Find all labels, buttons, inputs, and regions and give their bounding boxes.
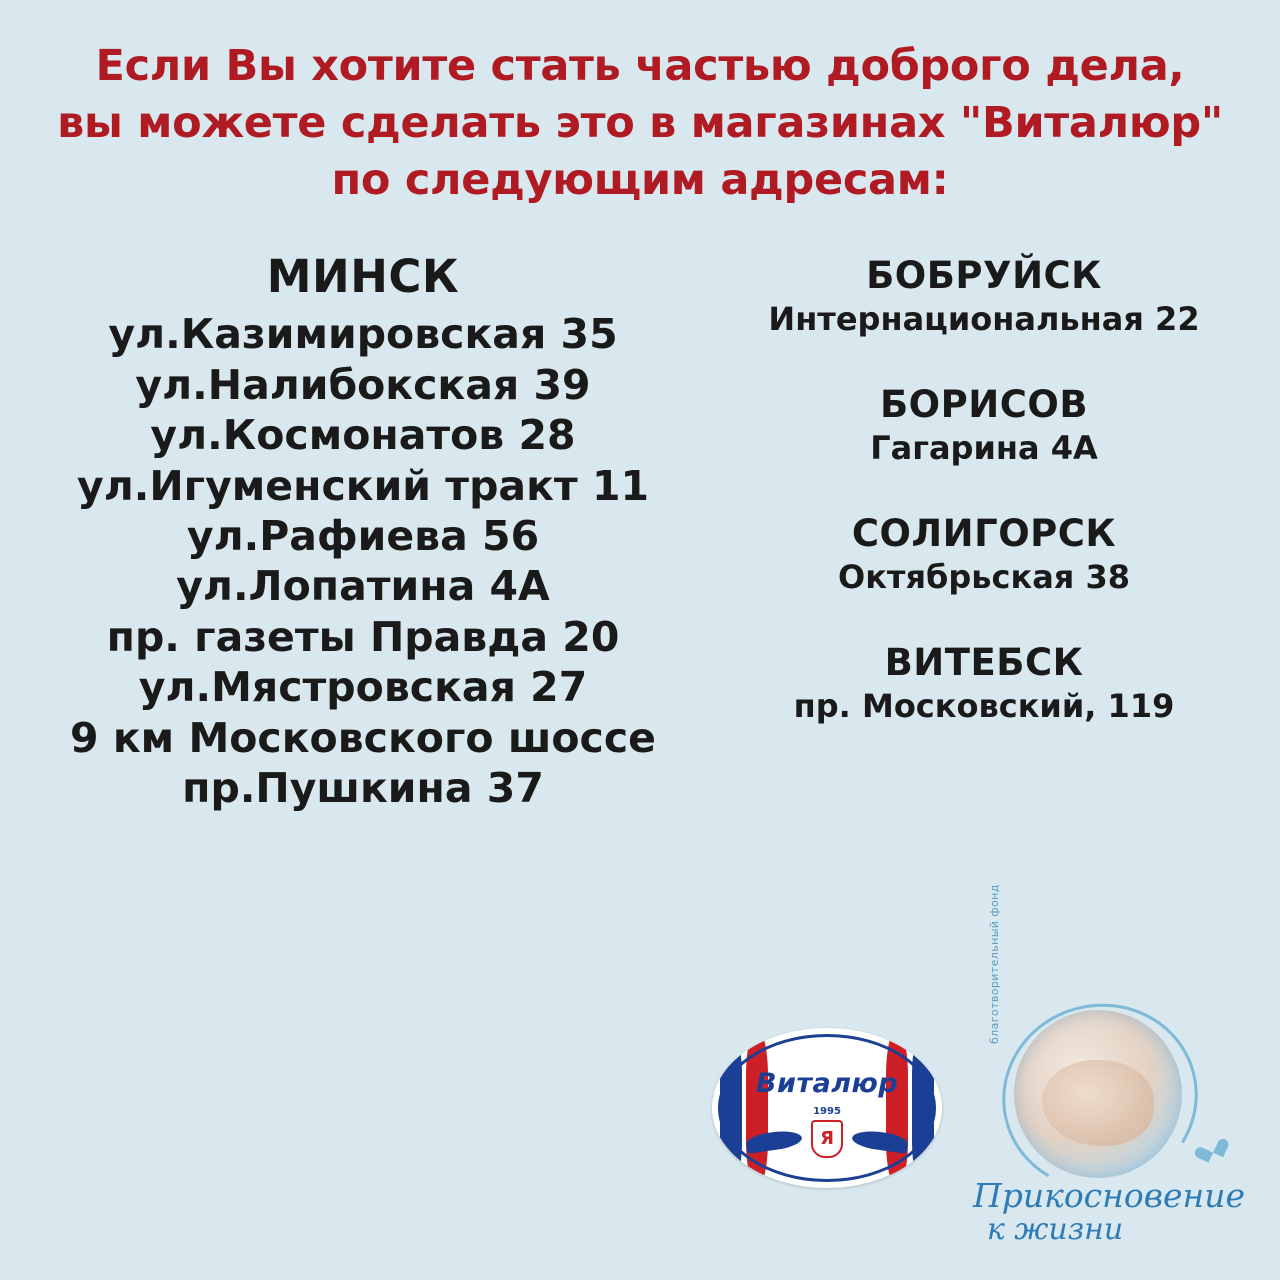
address-item: 9 км Московского шоссе — [70, 713, 656, 762]
other-cities-column — [708, 250, 1260, 726]
address-item: ул.Космонатов 28 — [150, 411, 576, 460]
heart-icon — [1197, 1133, 1225, 1161]
address-item: Октябрьская 38 — [838, 558, 1130, 597]
address-item: ул.Лопатина 4А — [176, 562, 550, 611]
address-item: ул.Казимировская 35 — [108, 310, 618, 359]
address-item: Интернациональная 22 — [768, 300, 1200, 339]
city-group-vitebsk — [708, 641, 1260, 726]
address-item: Гагарина 4А — [870, 429, 1098, 468]
city-heading-minsk: МИНСК — [266, 250, 460, 304]
address-item: ул.Рафиева 56 — [186, 511, 540, 560]
headline-line-3: по следующим адресам: — [331, 154, 949, 205]
vitalur-logo — [712, 1028, 942, 1188]
vitalur-brand-text: Виталюр — [755, 1068, 899, 1099]
page-title — [0, 0, 1280, 208]
address-item: ул.Налибокская 39 — [135, 360, 591, 409]
fund-name-line-1: Прикосновение — [972, 1176, 1246, 1215]
logo-area — [700, 884, 1260, 1258]
fund-logo — [962, 884, 1252, 1248]
city-heading-bobruysk: БОБРУЙСК — [866, 254, 1102, 298]
city-group-bobruysk — [708, 254, 1260, 339]
vitalur-year: 1995 — [813, 1106, 841, 1117]
address-item: пр. Московский, 119 — [793, 687, 1175, 726]
address-item: ул.Мястровская 27 — [138, 663, 588, 712]
city-heading-borisov: БОРИСОВ — [879, 383, 1089, 427]
headline-line-1: Если Вы хотите стать частью доброго дела, — [95, 41, 1185, 91]
shield-icon: Я — [811, 1120, 843, 1158]
address-item: пр. газеты Правда 20 — [106, 612, 620, 661]
minsk-column — [18, 250, 708, 813]
city-heading-vitebsk: ВИТЕБСК — [884, 641, 1084, 685]
headline-line-2: вы можете сделать это в магазинах "Виталюр" — [57, 97, 1223, 148]
city-heading-soligorsk: СОЛИГОРСК — [851, 512, 1117, 556]
address-item: пр.Пушкина 37 — [182, 764, 544, 813]
address-item: ул.Игуменский тракт 11 — [77, 461, 649, 510]
city-group-borisov — [708, 383, 1260, 468]
fund-name-line-2: к жизни — [986, 1212, 1124, 1247]
address-columns — [0, 250, 1280, 813]
city-group-soligorsk — [708, 512, 1260, 597]
fund-subtitle: благотворительный фонд — [988, 884, 1001, 1044]
